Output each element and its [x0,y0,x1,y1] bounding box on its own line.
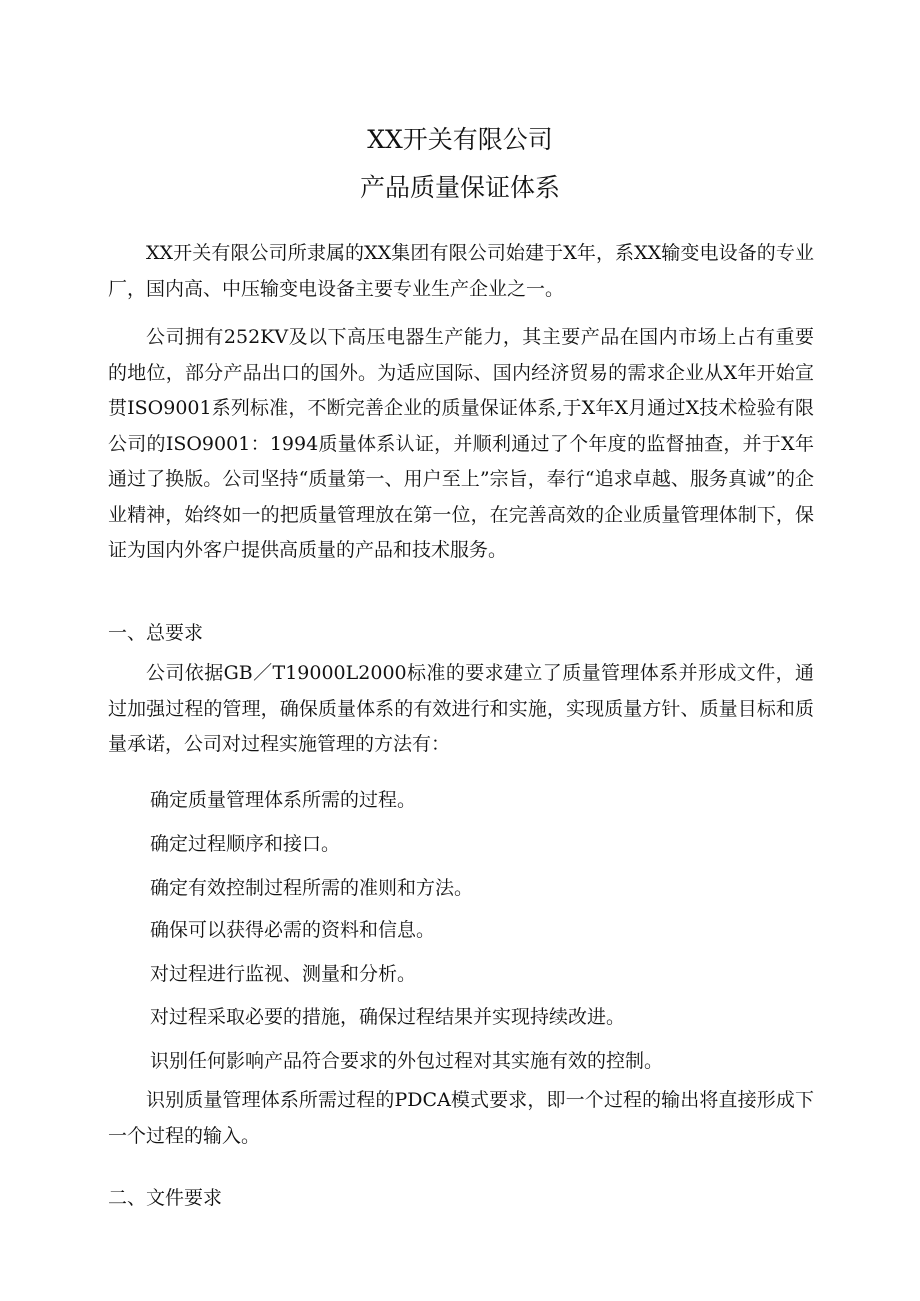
intro-paragraph-company-history: XX开关有限公司所隶属的XX集团有限公司始建于X年，系XX输变电设备的专业厂，国内高、中压输变电设备主要专业生产企业之一。 [108,242,814,300]
method-list-item: 确保可以获得必需的资料和信息。 [150,919,436,941]
document-title-company: XX开关有限公司 [367,125,553,154]
section-heading-document-requirements: 二、文件要求 [108,1187,223,1209]
section-heading-general-requirements: 一、总要求 [108,622,204,644]
method-list-item: 确定过程顺序和接口。 [150,833,341,855]
pdca-requirement-paragraph: 识别质量管理体系所需过程的PDCA模式要求，即一个过程的输出将直接形成下一个过程的输入。 [108,1089,814,1147]
method-list-item: 确定质量管理体系所需的过程。 [150,789,417,811]
general-requirements-paragraph: 公司依据GB／T19000L2000标准的要求建立了质量管理体系并形成文件，通过加强过程的管理，确保质量体系的有效进行和实施，实现质量方针、质量目标和质量承诺，公司对过程实施管理的方法有： [108,662,814,755]
method-list-item: 确定有效控制过程所需的准则和方法。 [150,877,474,899]
intro-paragraph-quality-system: 公司拥有252KV及以下高压电器生产能力，其主要产品在国内市场上占有重要的地位，部分产品出口的国外。为适应国际、国内经济贸易的需求企业从X年开始宣贯ISO9001系列标准，不断完善企业的质量保证体系,于X年X月通过X技术检验有限公司的ISO9001：1994质量体系认证，并顺利通过了个年度的监督抽查，并于X年通过了换版。公司坚持“质量第一、用户至上”宗旨，奉行“追求卓越、服务真诚”的企业精神，始终如一的把质量管理放在第一位，在完善高效的企业质量管理体制下，保证为国内外客户提供高质量的产品和技术服务。 [108,326,814,561]
method-list-item: 对过程进行监视、测量和分析。 [150,963,417,985]
method-list-item: 对过程采取必要的措施，确保过程结果并实现持续改进。 [150,1006,626,1028]
method-list-item: 识别任何影响产品符合要求的外包过程对其实施有效的控制。 [150,1050,664,1072]
document-title-subject: 产品质量保证体系 [359,173,560,202]
